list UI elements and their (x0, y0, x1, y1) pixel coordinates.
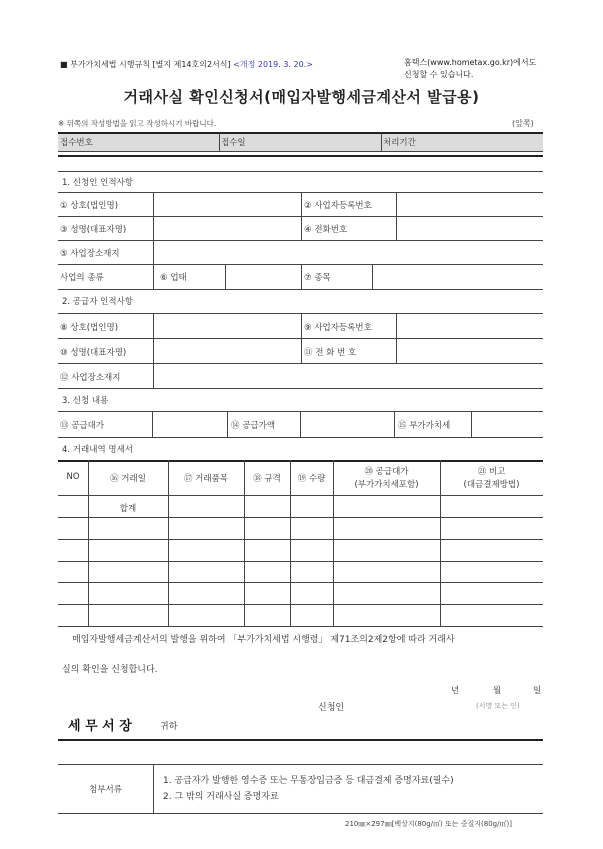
regulation-reference (60, 59, 313, 70)
applicant-business-reg-field[interactable] (399, 194, 541, 214)
applicant-address-field[interactable] (156, 242, 541, 262)
table-row[interactable] (59, 605, 542, 625)
col-remark: ㉑ 비고 (477, 467, 506, 477)
supply-value-field[interactable] (303, 413, 392, 435)
section1-title: 1. 신청인 인적사항 (62, 178, 133, 188)
col-no: NO (66, 472, 80, 482)
business-category-label: ⑥ 업태 (160, 273, 187, 283)
applicant-trade-name-label: ① 상호(법인명) (60, 201, 119, 211)
supplier-address-field[interactable] (156, 365, 541, 386)
col-spec: ⑱ 규격 (253, 474, 281, 484)
hometax-note-1: 홈택스(www.hometax.go.kr)에서도 (404, 58, 537, 67)
total-label: 합계 (119, 504, 137, 514)
page-side-label: (앞쪽) (512, 119, 534, 128)
supply-value-label: ⑭ 공급가액 (231, 421, 276, 431)
applicant-trade-name-field[interactable] (156, 194, 299, 214)
date-month: 월 (493, 686, 502, 696)
applicant-name-field[interactable] (350, 696, 474, 714)
section3-title: 3. 신청 내용 (62, 396, 109, 406)
instruction-note: ※ 뒤쪽의 작성방법을 읽고 작성하시기 바랍니다. (58, 119, 217, 128)
hometax-note-2: 신청할 수 있습니다. (404, 70, 474, 79)
section2-title: 2. 공급자 인적사항 (62, 297, 133, 307)
date-day: 일 (533, 686, 542, 696)
section4-title: 4. 거래내역 명세서 (62, 445, 133, 455)
processing-period-label: 처리기간 (383, 138, 416, 148)
paper-spec: 210㎜×297㎜[백상지(80g/㎡) 또는 중질지(80g/㎡)] (345, 820, 512, 828)
supplier-trade-name-label: ⑧ 상호(법인명) (60, 323, 119, 333)
supplier-address-label: ⑫ 사업장소재지 (60, 373, 121, 383)
supplier-representative-field[interactable] (156, 340, 299, 361)
col-date: ⑯ 거래일 (110, 474, 146, 484)
table-row[interactable] (59, 562, 542, 581)
supplier-phone-label: ⑪ 전 화 번 호 (304, 348, 357, 358)
applicant-phone-label: ④ 전화번호 (304, 225, 348, 235)
supplier-business-reg-label: ⑨ 사업자등록번호 (304, 323, 372, 333)
attachment-item-1: 1. 공급자가 발행한 영수증 또는 무통장입금증 등 대금결제 증명자료(필수) (163, 776, 454, 786)
supplier-phone-field[interactable] (399, 340, 541, 361)
regulation-text: ■ 부가가치세법 시행규칙 [별지 제14호의2서식] (60, 60, 231, 69)
col-item: ⑰ 거래품목 (183, 474, 229, 484)
col-remark-note: (대금결제방법) (463, 480, 520, 490)
statement-line-1: 매입자발행세금계산서의 발행을 위하여 「부가가치세법 시행령」 제71조의2제2항에 따라 거래사 (72, 635, 455, 645)
business-item-label: ⑦ 종목 (304, 273, 331, 283)
table-row[interactable] (59, 518, 542, 538)
receipt-row (58, 133, 543, 151)
supply-price-label: ⑬ 공급대가 (60, 421, 105, 431)
applicant-address-label: ⑤ 사업장소재지 (60, 249, 120, 259)
vat-label: ⑮ 부가가치세 (398, 421, 451, 431)
supplier-trade-name-field[interactable] (156, 315, 299, 336)
attachments-label: 첨부서류 (89, 785, 122, 795)
col-supply-price: ⑳ 공급대가 (364, 467, 409, 477)
receipt-number-label: 접수번호 (60, 138, 93, 148)
statement-line-2: 실의 확인을 신청합니다. (62, 665, 158, 675)
applicant-representative-field[interactable] (156, 218, 299, 238)
business-category-field[interactable] (228, 266, 299, 287)
addressee-honorific: 귀하 (160, 722, 178, 732)
supply-price-field[interactable] (155, 413, 225, 435)
col-supply-price-note: (부가가치세포함) (354, 480, 419, 490)
applicant-representative-label: ③ 성명(대표자명) (60, 225, 127, 235)
receipt-date-label: 접수일 (221, 138, 246, 148)
business-type-label: 사업의 종류 (60, 273, 104, 283)
applicant-phone-field[interactable] (399, 218, 541, 238)
tax-office-head: 세 무 서 장 (68, 719, 132, 734)
applicant-label: 신청인 (318, 703, 345, 713)
supplier-representative-label: ⑩ 성명(대표자명) (60, 348, 127, 358)
table-row[interactable] (59, 583, 542, 603)
vat-field[interactable] (474, 413, 541, 435)
revision-text: <개정 2019. 3. 20.> (233, 60, 313, 69)
page-title: 거래사실 확인신청서(매입자발행세금계산서 발급용) (123, 88, 480, 106)
supplier-business-reg-field[interactable] (399, 315, 541, 336)
sign-or-seal-note: (서명 또는 인) (476, 702, 520, 710)
table-row[interactable] (59, 540, 542, 560)
date-year: 년 (451, 686, 460, 696)
col-qty: ⑲ 수량 (297, 474, 326, 484)
applicant-business-reg-label: ② 사업자등록번호 (304, 201, 372, 211)
business-item-field[interactable] (375, 266, 541, 287)
attachment-item-2: 2. 그 밖의 거래사실 증명자료 (163, 792, 279, 802)
